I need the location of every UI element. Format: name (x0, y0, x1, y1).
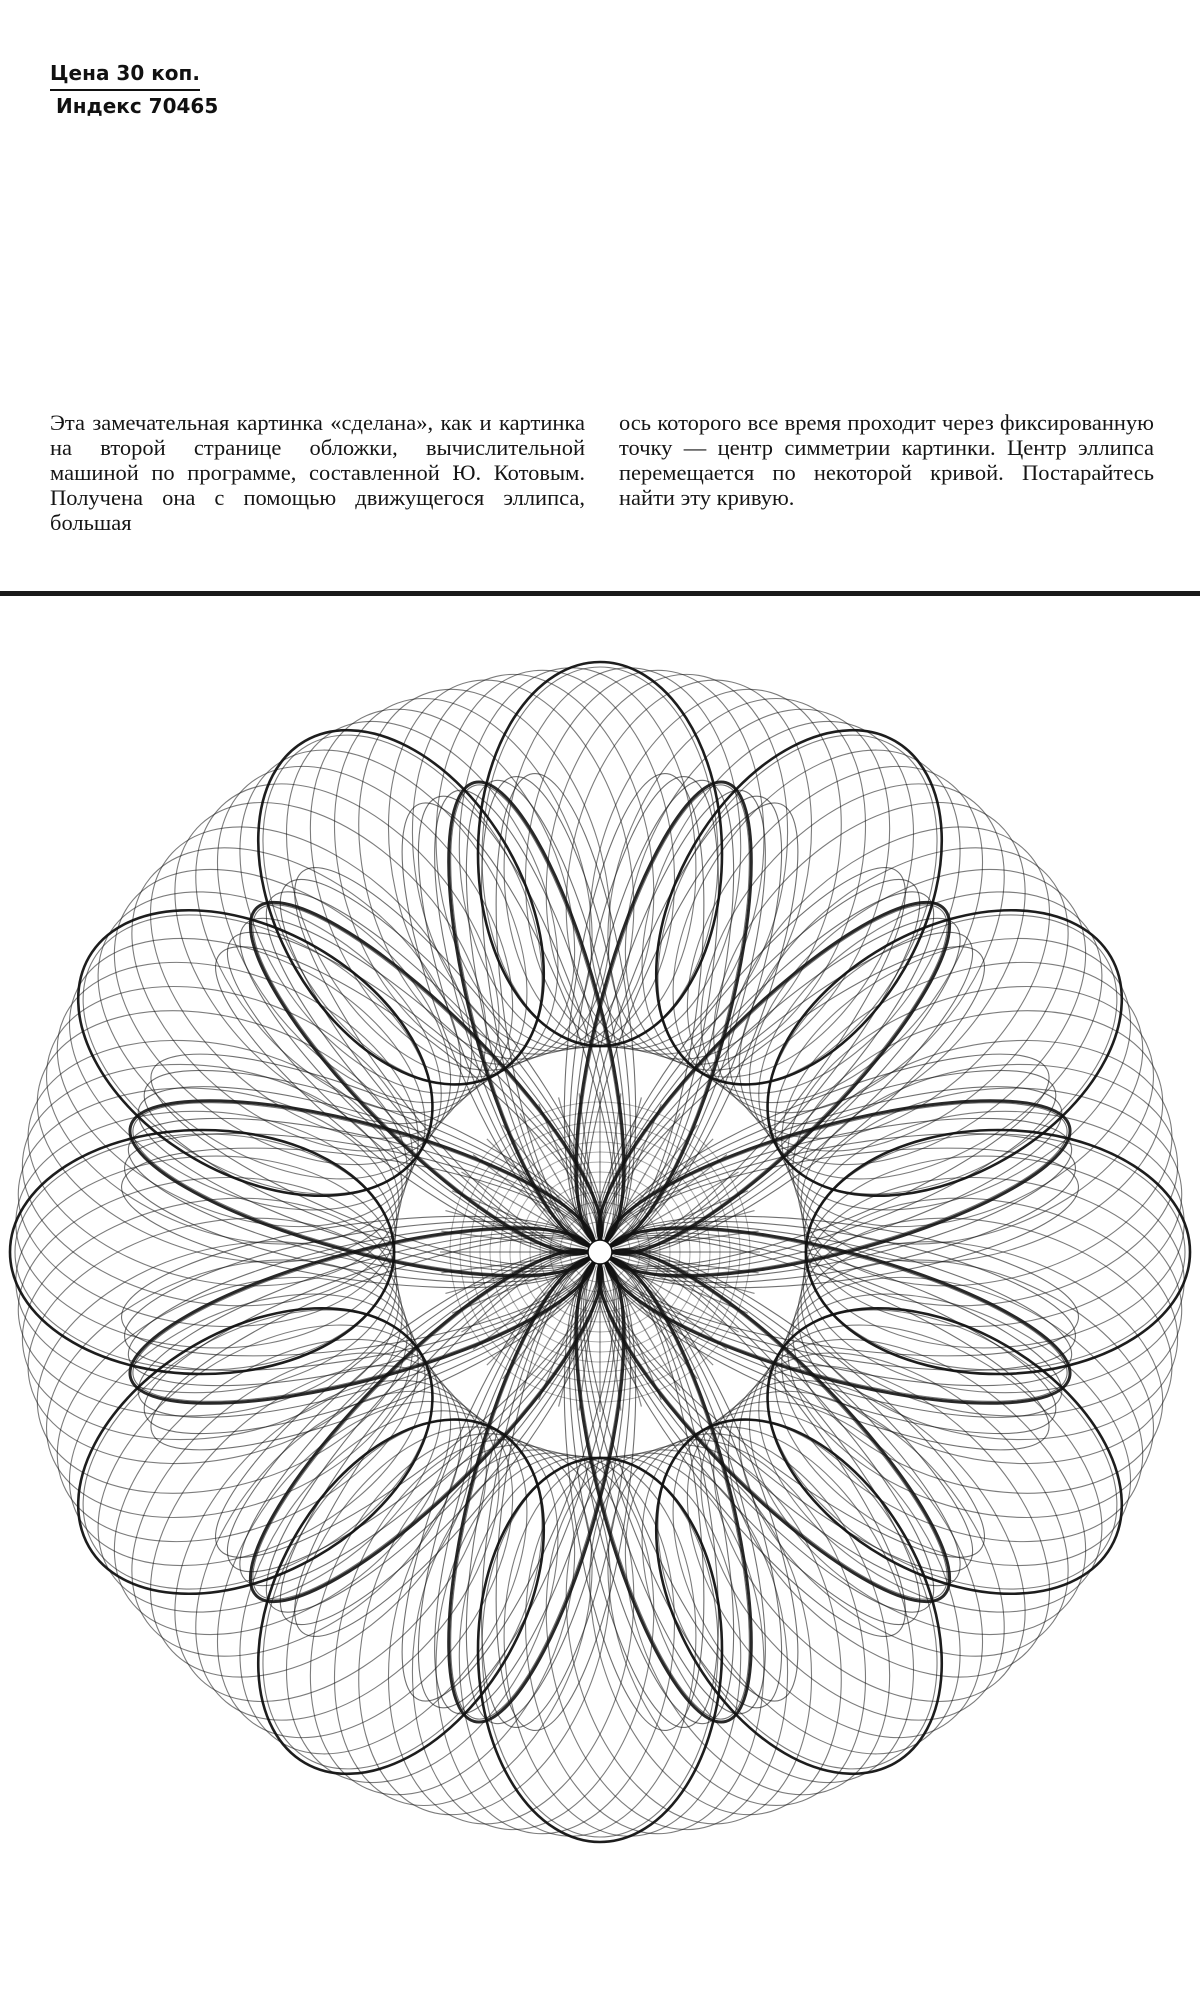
petal-ellipse-stroke (593, 1193, 1085, 1418)
price-block (50, 58, 218, 121)
petal-ellipse-stroke (115, 1086, 607, 1311)
center-point (588, 1240, 612, 1264)
petal-ellipse-stroke (434, 767, 659, 1259)
petal-ellipse-stroke (434, 1245, 659, 1737)
caption-left-column: Эта замечательная картинка «сделана», как и картинка на второй странице обложки, вычислительной машиной по программе, составленной Ю. Котовым. Получена она с помощью движущегося эллипса, большая (50, 410, 585, 535)
index-label: Индекс 70465 (56, 94, 219, 118)
petal-ellipse-stroke (34, 857, 481, 1251)
petal-ellipse-stroke (719, 1252, 1166, 1646)
ellipse-rosette-figure (0, 640, 1200, 1900)
petal-ellipse-stroke (34, 1252, 481, 1646)
petal-ellipse-stroke (593, 1086, 1085, 1311)
petal-ellipse-stroke (719, 857, 1166, 1251)
petal-ellipse-stroke (541, 1245, 766, 1737)
petal-ellipse-stroke (541, 767, 766, 1259)
petal-ellipse-stroke (600, 1371, 994, 1818)
petal-ellipse-stroke (600, 686, 994, 1133)
petal-ellipse-stroke (205, 686, 599, 1133)
price-label: Цена 30 коп. (50, 58, 200, 91)
petal-ellipse-stroke (205, 1371, 599, 1818)
petal-ellipse-stroke (115, 1193, 607, 1418)
horizontal-rule (0, 591, 1200, 596)
rosette-group (3, 655, 1196, 1848)
caption-text (50, 410, 1154, 535)
caption-right-column: ось которого все время проходит через фиксированную точку — центр симметрии картинки. Центр эллипса перемещается по некоторой кривой. Постарайтесь найти эту кривую. (619, 410, 1154, 510)
